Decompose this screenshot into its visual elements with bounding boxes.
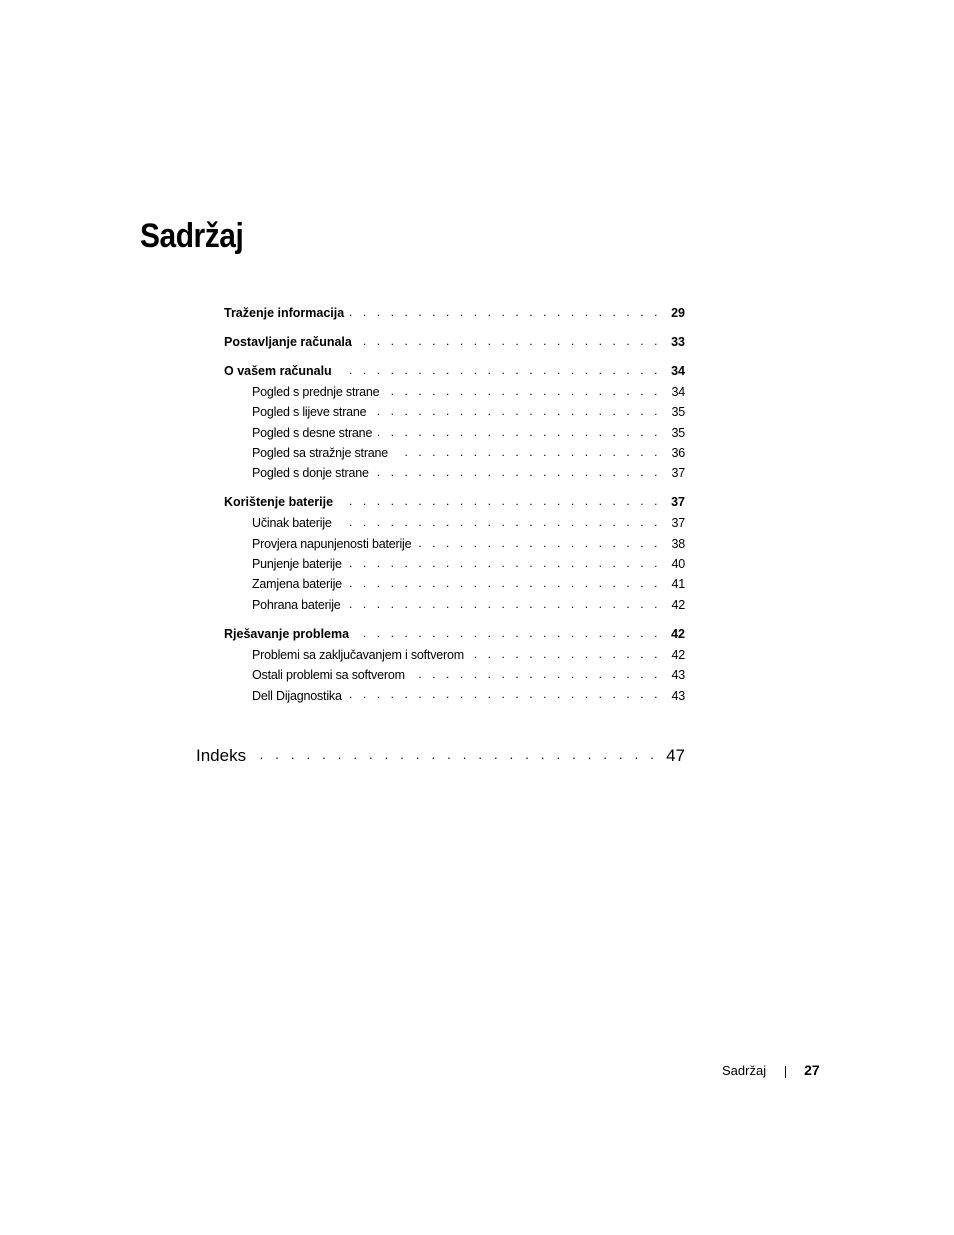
page-footer	[722, 1060, 820, 1080]
toc-subentry[interactable]	[224, 463, 685, 483]
toc-entry[interactable]	[224, 303, 685, 323]
index-entry[interactable]	[196, 744, 685, 771]
toc-section	[224, 624, 685, 706]
toc-subentry-label: Punjenje baterije	[252, 557, 342, 572]
toc-entry[interactable]	[224, 361, 685, 381]
toc-subentry-page: 43	[671, 688, 685, 703]
index-entry-page: 47	[666, 746, 685, 765]
dot-leader	[338, 521, 661, 534]
toc-section	[224, 303, 685, 323]
toc-subentry[interactable]	[224, 574, 685, 594]
toc-subentry-label: Pohrana baterije	[252, 597, 341, 612]
dot-leader	[358, 340, 661, 353]
toc-section	[224, 492, 685, 614]
index-entry-label: Indeks	[196, 746, 247, 765]
dot-leader	[394, 451, 661, 464]
toc-subentry[interactable]	[224, 402, 685, 422]
toc-subentry-label: Provjera napunjenosti baterije	[252, 536, 412, 551]
toc-subentry-label: Zamjena baterije	[252, 577, 342, 592]
toc-subentry[interactable]	[224, 534, 685, 554]
dot-leader	[417, 542, 661, 555]
page-title: Sadržaj	[140, 217, 244, 255]
toc-entry-label: Korištenje baterije	[224, 495, 334, 510]
dot-leader	[411, 673, 661, 686]
toc-subentry[interactable]	[224, 665, 685, 685]
toc-subentry-page: 40	[671, 557, 685, 572]
toc-subentry-label: Pogled s lijeve strane	[252, 405, 367, 420]
toc-subentry-label: Pogled s desne strane	[252, 425, 373, 440]
toc-entry[interactable]	[224, 492, 685, 512]
dot-leader	[348, 693, 661, 706]
dot-leader	[355, 632, 661, 645]
dot-leader	[347, 603, 661, 616]
footer-section-label: Sadržaj	[722, 1062, 767, 1078]
table-of-contents	[224, 303, 685, 715]
toc-subentry-page: 36	[671, 445, 685, 460]
toc-entry-page: 33	[671, 335, 685, 349]
toc-entry-label: Rješavanje problema	[224, 626, 350, 641]
dot-leader	[348, 582, 661, 595]
toc-entry-label: Traženje informacija	[224, 306, 345, 320]
toc-subentry-page: 37	[671, 466, 685, 481]
dot-leader	[372, 410, 661, 423]
toc-entry[interactable]	[224, 624, 685, 644]
toc-entry-label: O vašem računalu	[224, 364, 332, 378]
toc-subentry[interactable]	[224, 686, 685, 706]
toc-entry-page: 42	[671, 626, 685, 641]
dot-leader	[350, 311, 661, 324]
toc-entry-label: Postavljanje računala	[224, 335, 352, 349]
toc-subentry-label: Pogled s donje strane	[252, 466, 369, 481]
toc-subentry-page: 42	[671, 647, 685, 662]
toc-subentry[interactable]	[224, 595, 685, 615]
toc-entry[interactable]	[224, 332, 685, 352]
toc-subentry[interactable]	[224, 513, 685, 533]
toc-section	[224, 361, 685, 483]
dot-leader	[348, 562, 661, 575]
toc-subentry-page: 35	[671, 405, 685, 420]
dot-leader	[252, 754, 658, 771]
toc-subentry[interactable]	[224, 382, 685, 402]
dot-leader	[375, 471, 661, 484]
toc-subentry[interactable]	[224, 423, 685, 443]
toc-subentry-label: Učinak baterije	[252, 516, 332, 531]
toc-subentry-label: Ostali problemi sa softverom	[252, 668, 405, 683]
toc-subentry[interactable]	[224, 443, 685, 463]
toc-section	[224, 332, 685, 352]
toc-subentry[interactable]	[224, 554, 685, 574]
dot-leader	[338, 369, 661, 382]
toc-subentry-page: 42	[671, 597, 685, 612]
toc-subentry-page: 37	[671, 516, 685, 531]
toc-subentry[interactable]	[224, 645, 685, 665]
toc-subentry-page: 43	[671, 668, 685, 683]
toc-subentry-label: Pogled sa stražnje strane	[252, 445, 389, 460]
toc-subentry-page: 41	[671, 577, 685, 592]
toc-subentry-page: 34	[671, 385, 685, 399]
toc-subentry-page: 35	[671, 425, 685, 440]
toc-subentry-label: Dell Dijagnostika	[252, 688, 342, 703]
footer-divider	[785, 1066, 786, 1078]
dot-leader	[339, 500, 661, 513]
toc-subentry-label: Problemi sa zaključavanjem i softverom	[252, 647, 464, 662]
dot-leader	[470, 653, 661, 666]
toc-subentry-label: Pogled s prednje strane	[252, 385, 380, 399]
dot-leader	[378, 431, 661, 444]
dot-leader	[385, 390, 661, 403]
footer-page-number: 27	[804, 1062, 820, 1078]
toc-entry-page: 29	[671, 306, 685, 320]
toc-entry-page: 37	[671, 495, 685, 510]
toc-entry-page: 34	[671, 364, 685, 378]
toc-subentry-page: 38	[671, 536, 685, 551]
